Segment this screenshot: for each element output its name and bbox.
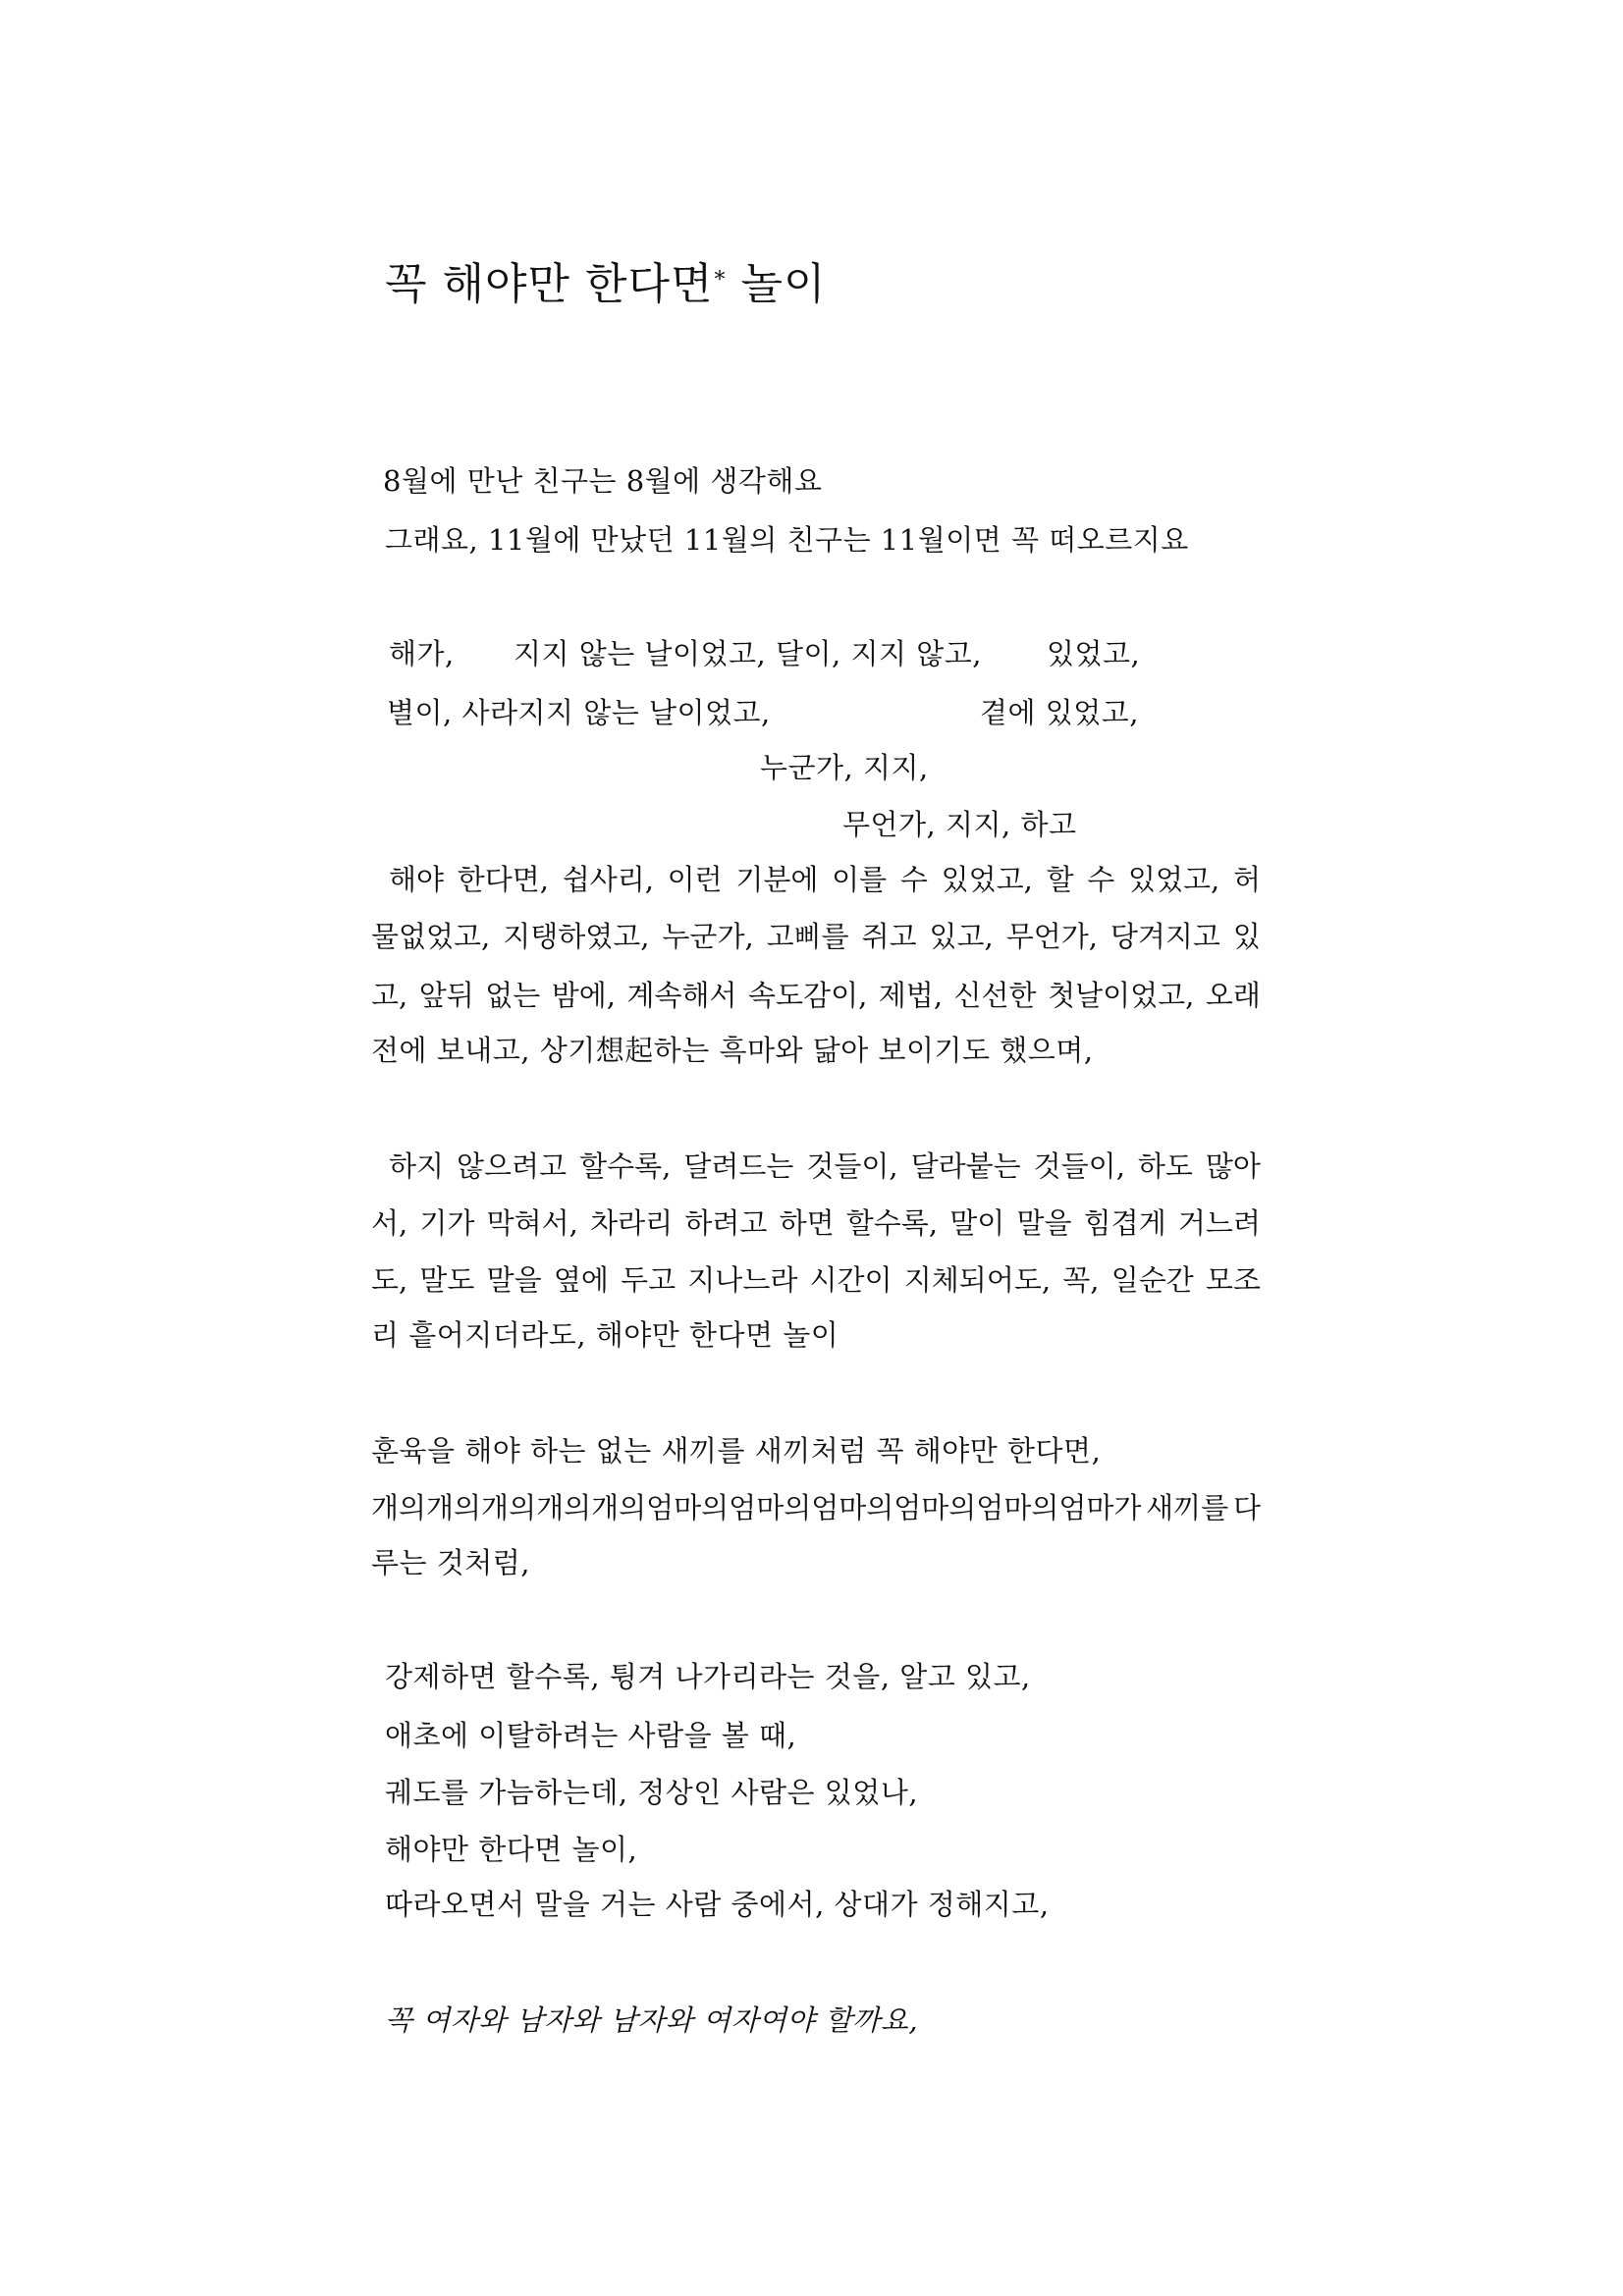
stanza4-line-5: 따라오면서 말을 거는 사람 중에서, 상대가 정해지고, (385, 1888, 1050, 1921)
word: 누군가, (662, 920, 754, 953)
stanza2-line-4: 무언가, 지지, 하고 (842, 808, 1077, 841)
word: 쉽사리, (562, 863, 654, 896)
word: 막혀서, (486, 1206, 578, 1240)
para3-line-1: 훈육을 해야 하는 없는 새끼를 새끼처럼 꼭 해야만 한다면, (371, 1434, 1102, 1468)
closing-line: 꼭 여자와 남자와 남자와 여자여야 할까요, (385, 2003, 919, 2037)
title-suffix: 놀이 (726, 259, 827, 309)
word: 기분에 (735, 863, 819, 896)
word: 밤에, (551, 979, 616, 1012)
word: 차라리 (590, 1206, 674, 1240)
word: 도, (371, 1263, 408, 1297)
para1-line-3 (371, 976, 1261, 1015)
stanza2-line-3: 누군가, 지지, (760, 751, 929, 784)
word: 고삐를 (766, 920, 849, 953)
para2-line-3 (371, 1260, 1261, 1300)
para2-line-2 (371, 1203, 1261, 1243)
word: 지탱하였고, (503, 920, 650, 953)
word: 힘겹게 (1083, 1206, 1166, 1240)
word: 새끼를 (1146, 1491, 1229, 1524)
word: 있었고, (1128, 863, 1220, 896)
word: 해야 (389, 863, 445, 896)
word: 당겨지고 (1109, 920, 1220, 953)
para2-line-4: 리 흩어지더라도, 해야만 한다면 놀이 (371, 1318, 839, 1352)
word: 없는 (485, 979, 541, 1012)
word: 많아 (1205, 1149, 1261, 1183)
stanza4-line-1: 강제하면 할수록, 튕겨 나가리라는 것을, 알고 있고, (385, 1660, 1031, 1693)
word: 앞뒤 (418, 979, 474, 1012)
poem-title (385, 257, 827, 312)
word: 것들이, (806, 1149, 898, 1183)
word: 이런 (667, 863, 723, 896)
para3-line-2 (371, 1488, 1261, 1527)
word: 달려드는 (683, 1149, 794, 1183)
word: 하도 (1137, 1149, 1193, 1183)
word: 시간이 (809, 1263, 893, 1297)
word: 수 (899, 863, 928, 896)
word: 첫날이었고, (1048, 979, 1195, 1012)
word: 말을 (1016, 1206, 1072, 1240)
stanza2-line-1c: 있었고, (1047, 637, 1141, 670)
word: 하려고 (684, 1206, 768, 1240)
word: 허 (1232, 863, 1261, 896)
word: 할수록, (579, 1149, 672, 1183)
word: 것들이, (1033, 1149, 1125, 1183)
word: 지체되어도, (903, 1263, 1052, 1297)
word: 신선한 (953, 979, 1037, 1012)
para1-line-4: 전에 보내고, 상기想起하는 흑마와 닮아 보이기도 했으며, (371, 1034, 1094, 1067)
word: 고, (371, 979, 408, 1012)
word: 물없었고, (371, 920, 491, 953)
word: 일순간 (1110, 1263, 1194, 1297)
word: 있 (1232, 920, 1261, 953)
word: 있고, (929, 920, 994, 953)
word: 두고 (621, 1263, 676, 1297)
word: 개의개의개의개의개의엄마의엄마의엄마의엄마의엄마의엄마가 (371, 1491, 1142, 1524)
word: 모조 (1205, 1263, 1261, 1297)
word: 달라붙는 (910, 1149, 1021, 1183)
word: 오래 (1205, 979, 1261, 1012)
word: 수 (1087, 863, 1115, 896)
word: 한다면, (457, 863, 549, 896)
word: 이를 (832, 863, 888, 896)
stanza2-line-2a: 별이, 사라지지 않는 날이었고, (387, 696, 771, 729)
stanza1-line-2: 그래요, 11월에 만났던 11월의 친구는 11월이면 꼭 떠오르지요 (385, 523, 1189, 557)
word: 쥐고 (861, 920, 917, 953)
stanza2-line-2b: 곁에 있었고, (980, 696, 1140, 729)
word: 말이 (949, 1206, 1005, 1240)
word: 꼭, (1062, 1263, 1100, 1297)
word: 기가 (419, 1206, 475, 1240)
title-footnote-mark: * (714, 268, 727, 293)
word: 말을 (486, 1263, 542, 1297)
stanza4-line-2: 애초에 이탈하려는 사람을 볼 때, (385, 1719, 797, 1752)
word: 서, (371, 1206, 408, 1240)
word: 계속해서 (626, 979, 737, 1012)
word: 거느려 (1177, 1206, 1261, 1240)
word: 제법, (878, 979, 944, 1012)
word: 할수록, (845, 1206, 939, 1240)
stanza4-line-4: 해야만 한다면 놀이, (385, 1833, 638, 1866)
stanza1-line-1: 8월에 만난 친구는 8월에 생각해요 (383, 464, 823, 498)
word: 않으려고 (457, 1149, 568, 1183)
word: 할 (1046, 863, 1074, 896)
para2-line-1 (389, 1147, 1261, 1186)
word: 다 (1232, 1491, 1261, 1524)
word: 말도 (419, 1263, 475, 1297)
word: 지나느라 (687, 1263, 798, 1297)
word: 하지 (389, 1149, 445, 1183)
para1-line-2 (371, 917, 1261, 956)
para1-line-1 (389, 860, 1261, 899)
word: 하면 (779, 1206, 835, 1240)
word: 있었고, (941, 863, 1033, 896)
word: 무언가, (1005, 920, 1098, 953)
word: 옆에 (553, 1263, 609, 1297)
word: 속도감이, (748, 979, 868, 1012)
stanza2-line-1a: 해가, (389, 637, 455, 670)
stanza4-line-3: 궤도를 가늠하는데, 정상인 사람은 있었나, (385, 1776, 919, 1809)
stanza2-line-1b: 지지 않는 날이었고, 달이, 지지 않고, (514, 637, 982, 670)
para3-line-3: 루는 것처럼, (371, 1546, 531, 1579)
title-text: 꼭 해야만 한다면 (385, 259, 714, 309)
